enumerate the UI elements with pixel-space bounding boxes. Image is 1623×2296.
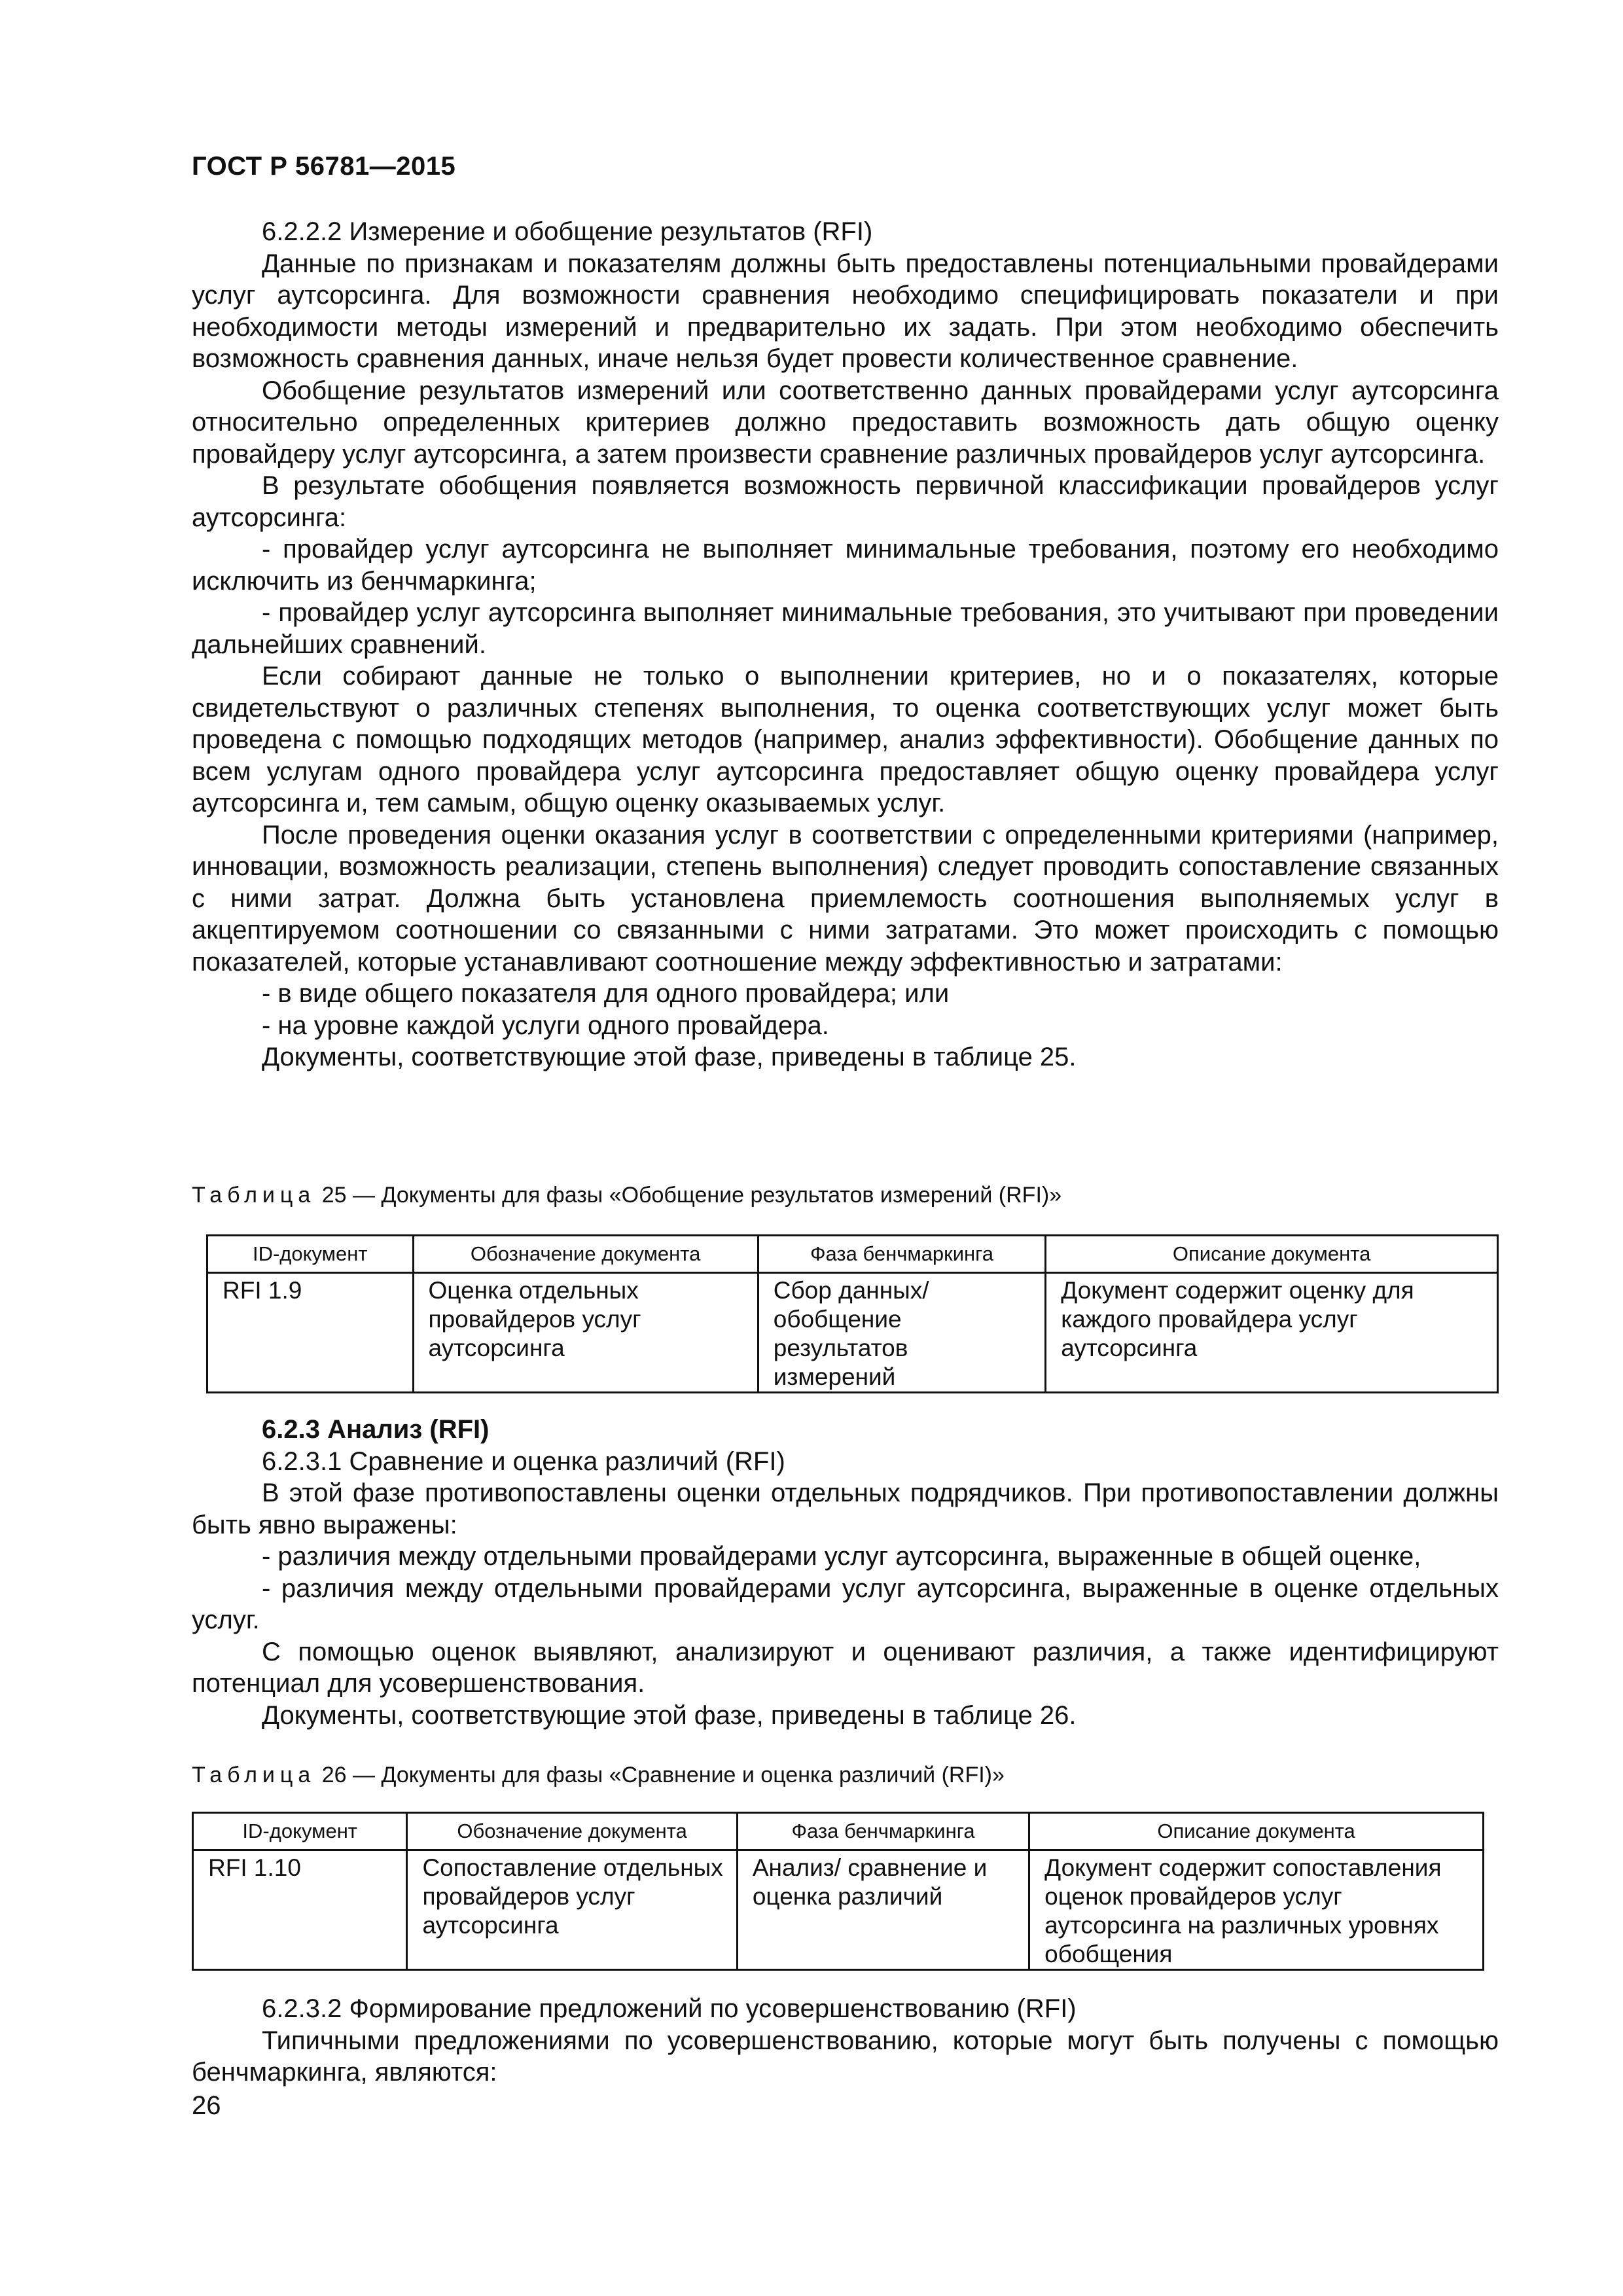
table-cell: Сопоставление отдельных провайдеров услуг аутсорсинга <box>407 1850 737 1970</box>
paragraph: В этой фазе противопоставлены оценки отдельных подрядчиков. При противопоставлении должны быть явно выражены: <box>192 1479 1499 1539</box>
paragraph: Обобщение результатов измерений или соответственно данных провайдерами услуг аутсорсинга относительно определенных критериев должно предоставить возможность дать общую оценку провайдеру услуг аутсорсинга, а затем произвести сравнение различных провайдеров услуг аутсорсинга. <box>192 376 1499 469</box>
column-header: ID-документ <box>193 1813 407 1850</box>
list-item: - на уровне каждой услуги одного провайдера. <box>262 1011 829 1040</box>
table-cell: Документ содержит сопоставления оценок провайдеров услуг аутсорсинга на различных уровнях обобщения <box>1029 1850 1484 1970</box>
table-header-row <box>207 1236 1498 1273</box>
table-25 <box>206 1234 1499 1393</box>
paragraph: В результате обобщения появляется возможность первичной классификации провайдеров услуг аутсорсинга: <box>192 471 1499 532</box>
section-6-2-3 <box>192 1414 1499 1731</box>
table-cell: RFI 1.10 <box>193 1850 407 1970</box>
paragraph: Документы, соответствующие этой фазе, приведены в таблице 26. <box>262 1700 1077 1730</box>
column-header: ID-документ <box>207 1236 414 1273</box>
caption-label: Таблица <box>192 1183 316 1208</box>
table-row <box>207 1273 1498 1393</box>
table-26 <box>192 1812 1484 1971</box>
table-cell: Сбор данных/ обобщение результатов измерений <box>758 1273 1045 1393</box>
table-cell: Документ содержит оценку для каждого провайдера услуг аутсорсинга <box>1046 1273 1498 1393</box>
paragraph: Документы, соответствующие этой фазе, приведены в таблице 25. <box>262 1043 1077 1071</box>
column-header: Описание документа <box>1029 1813 1484 1850</box>
column-header: Фаза бенчмаркинга <box>758 1236 1045 1273</box>
paragraph: С помощью оценок выявляют, анализируют и оценивают различия, а также идентифицируют потенциал для усовершенствования. <box>192 1637 1499 1698</box>
column-header: Обозначение документа <box>407 1813 737 1850</box>
subsection-title: 6.2.3.1 Сравнение и оценка различий (RFI) <box>262 1446 785 1476</box>
section-6-2-3-2 <box>192 1993 1499 2089</box>
table-26-caption <box>192 1763 1005 1788</box>
list-item: - в виде общего показателя для одного провайдера; или <box>262 979 950 1008</box>
page-number: 26 <box>192 2091 221 2120</box>
subsection-title: 6.2.3.2 Формирование предложений по усовершенствованию (RFI) <box>262 1994 1077 2023</box>
paragraph: Если собирают данные не только о выполнении критериев, но и о показателях, которые свидетельствуют о различных степенях выполнения, то оценка соответствующих услуг может быть проведена с помощью подходящих методов (например, анализ эффективности). Обобщение данных по всем услугам одного провайдера услуг аутсорсинга предоставляет общую оценку провайдера услуг аутсорсинга и, тем самым, общую оценку оказываемых услуг. <box>192 662 1499 817</box>
section-6-2-2-2 <box>192 216 1499 1073</box>
column-header: Фаза бенчмаркинга <box>737 1813 1029 1850</box>
table-cell: Анализ/ сравнение и оценка различий <box>737 1850 1029 1970</box>
paragraph: После проведения оценки оказания услуг в соответствии с определенными критериями (например, инновации, возможность реализации, степень выполнения) следует проводить сопоставление связанных с ними затрат. Должна быть установлена приемлемость соотношения выполняемых услуг в акцептируемом соотношении со связанными с ними затратами. Это может происходить с помощью показателей, которые устанавливают соотношение между эффективностью и затратами: <box>192 820 1499 977</box>
section-heading: 6.2.3 Анализ (RFI) <box>262 1415 490 1444</box>
table-row <box>193 1850 1484 1970</box>
column-header: Обозначение документа <box>413 1236 758 1273</box>
column-header: Описание документа <box>1046 1236 1498 1273</box>
table-cell: Оценка отдельных провайдеров услуг аутсорсинга <box>413 1273 758 1393</box>
paragraph: Типичными предложениями по усовершенствованию, которые могут быть получены с помощью бенчмаркинга, являются: <box>192 2026 1499 2087</box>
table-cell: RFI 1.9 <box>207 1273 414 1393</box>
list-item: - различия между отдельными провайдерами услуг аутсорсинга, выраженные в общей оценке, <box>262 1542 1421 1571</box>
paragraph: Данные по признакам и показателям должны быть предоставлены потенциальными провайдерами услуг аутсорсинга. Для возможности сравнения необходимо специфицировать показатели и при необходимости методы измерений и предварительно их задать. При этом необходимо обеспечить возможность сравнения данных, иначе нельзя будет провести количественное сравнение. <box>192 249 1499 373</box>
caption-text: 26 — Документы для фазы «Сравнение и оценка различий (RFI)» <box>321 1763 1005 1787</box>
standard-header: ГОСТ Р 56781—2015 <box>192 152 456 181</box>
table-header-row <box>193 1813 1484 1850</box>
table-25-caption <box>192 1183 1061 1208</box>
subsection-title: 6.2.2.2 Измерение и обобщение результатов (RFI) <box>262 217 873 246</box>
caption-label: Таблица <box>192 1763 316 1787</box>
list-item: - провайдер услуг аутсорсинга не выполняет минимальные требования, поэтому его необходимо исключить из бенчмаркинга; <box>192 535 1499 596</box>
list-item: - провайдер услуг аутсорсинга выполняет минимальные требования, это учитывают при проведении дальнейших сравнений. <box>192 598 1499 659</box>
caption-text: 25 — Документы для фазы «Обобщение результатов измерений (RFI)» <box>321 1183 1062 1208</box>
list-item: - различия между отдельными провайдерами услуг аутсорсинга, выраженные в оценке отдельных услуг. <box>192 1573 1499 1634</box>
